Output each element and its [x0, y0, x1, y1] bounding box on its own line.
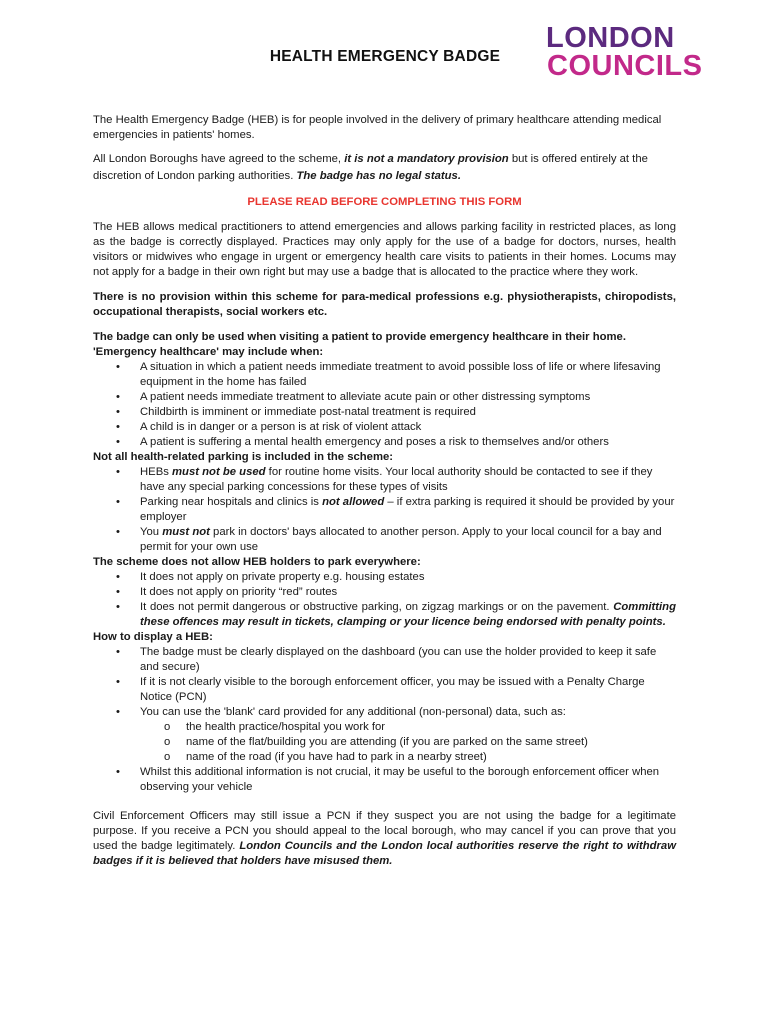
emergency-heading-2: 'Emergency healthcare' may include when: — [93, 346, 324, 358]
closing-text: Civil Enforcement Officers may still issue a PCN if they suspect you are not using the badge for a legitimate purpose. If you receive a PCN you should appeal to the local borough, who may cancel if you can prove that you used the badge legitimately. — [93, 810, 676, 852]
not-everywhere-heading: The scheme does not allow HEB holders to park everywhere: — [93, 556, 421, 568]
display-sub-list — [140, 720, 676, 765]
list-item: • Childbirth is imminent or immediate post-natal treatment is required — [93, 405, 676, 420]
list-item: • A child is in danger or a person is at risk of violent attack — [93, 420, 676, 435]
logo-line-london: LONDON — [546, 22, 675, 54]
list-item: • A patient is suffering a mental health emergency and poses a risk to themselves and/or others — [93, 435, 676, 450]
intro-p2-emphasis-legal: The badge has no legal status. — [296, 170, 461, 182]
heb-description-paragraph: The HEB allows medical practitioners to attend emergencies and allows parking facility in restricted places, as long as the badge is correctly displayed. Practices may only apply for the use of a badge for doctors, nurses, health visitors or midwives who engage in urgent or emergency health care visits to patients in their homes. Locums may not apply for a badge in their own right but may use a badge that is allocated to the practice where they work. — [93, 221, 676, 278]
document-body — [93, 113, 676, 869]
list-item — [93, 465, 676, 495]
sub-list-item: o name of the flat/building you are attending (if you are parked on the same street) — [140, 735, 676, 750]
emergency-heading-1: The badge can only be used when visiting a patient to provide emergency healthcare in their home. — [93, 331, 626, 343]
intro-paragraph-1: The Health Emergency Badge (HEB) is for people involved in the delivery of primary healthcare attending medical emergencies in patients' homes. — [93, 114, 662, 141]
intro-p2-text-a: All London Boroughs have agreed to the scheme, — [93, 153, 345, 165]
list-item: • Whilst this additional information is not crucial, it may be useful to the borough enforcement officer when observing your vehicle — [93, 765, 676, 795]
document-title: HEALTH EMERGENCY BADGE — [269, 48, 501, 65]
item-emphasis: must not be used — [172, 466, 266, 478]
list-item: • The badge must be clearly displayed on the dashboard (you can use the holder provided to keep it safe and secure) — [93, 645, 676, 675]
list-item: • If it is not clearly visible to the borough enforcement officer, you may be issued with a Penalty Charge Notice (PCN) — [93, 675, 676, 705]
list-item — [93, 705, 676, 765]
item-text: You — [140, 526, 163, 538]
item-emphasis: not allowed — [322, 496, 385, 508]
item-text: for routine home visits. Your local authority should be contacted to see if they have any special parking concessions for these types of visits — [140, 466, 653, 493]
item-emphasis: Committing these offences may result in tickets, clamping or your licence being endorsed with penalty points. — [140, 601, 676, 628]
closing-emphasis: London Councils and the London local authorities reserve the right to withdraw badges if it is believed that holders have misused them. — [93, 840, 676, 867]
not-everywhere-list — [93, 570, 676, 630]
logo-line-councils: COUNCILS — [547, 50, 703, 82]
sub-list-item: o name of the road (if you have had to park in a nearby street) — [140, 750, 676, 765]
item-text: park in doctors' bays allocated to another person. Apply to your local council for a bay and permit for your own use — [140, 526, 662, 553]
item-text: It does not permit dangerous or obstructive parking, on zigzag markings or on the pavement. — [140, 601, 614, 613]
intro-p2-text-c: but is offered entirely at the discretion of London parking authorities. — [93, 153, 648, 182]
list-item: • It does not apply on priority “red” routes — [93, 585, 676, 600]
item-text: Parking near hospitals and clinics is — [140, 496, 323, 508]
list-item — [93, 525, 676, 555]
sub-list-item: o the health practice/hospital you work for — [140, 720, 676, 735]
list-item: • A patient needs immediate treatment to alleviate acute pain or other distressing symptoms — [93, 390, 676, 405]
intro-paragraph-2 — [93, 151, 676, 185]
list-item: • A situation in which a patient needs immediate treatment to avoid possible loss of life or where lifesaving equipment in the home has failed — [93, 360, 676, 390]
no-provision-paragraph: There is no provision within this scheme for para-medical professions e.g. physiotherapists, chiropodists, occupational therapists, social workers etc. — [93, 291, 676, 318]
item-text: – if extra parking is required it should be provided by your employer — [140, 496, 675, 523]
item-emphasis: must not — [162, 526, 210, 538]
list-item — [93, 495, 676, 525]
list-item — [93, 600, 676, 630]
not-included-heading: Not all health-related parking is included in the scheme: — [93, 451, 394, 463]
item-text: HEBs — [140, 466, 173, 478]
emergency-list — [93, 360, 676, 450]
intro-p2-emphasis-mandatory: it is not a mandatory provision — [344, 153, 509, 165]
list-item: • It does not apply on private property e.g. housing estates — [93, 570, 676, 585]
closing-paragraph — [93, 809, 676, 869]
read-notice: PLEASE READ BEFORE COMPLETING THIS FORM — [247, 196, 522, 208]
item-text: You can use the 'blank' card provided for any additional (non-personal) data, such as: — [140, 706, 566, 718]
london-councils-logo — [546, 22, 703, 82]
not-included-list — [93, 465, 676, 555]
display-heading: How to display a HEB: — [93, 631, 213, 643]
display-list — [93, 645, 676, 795]
